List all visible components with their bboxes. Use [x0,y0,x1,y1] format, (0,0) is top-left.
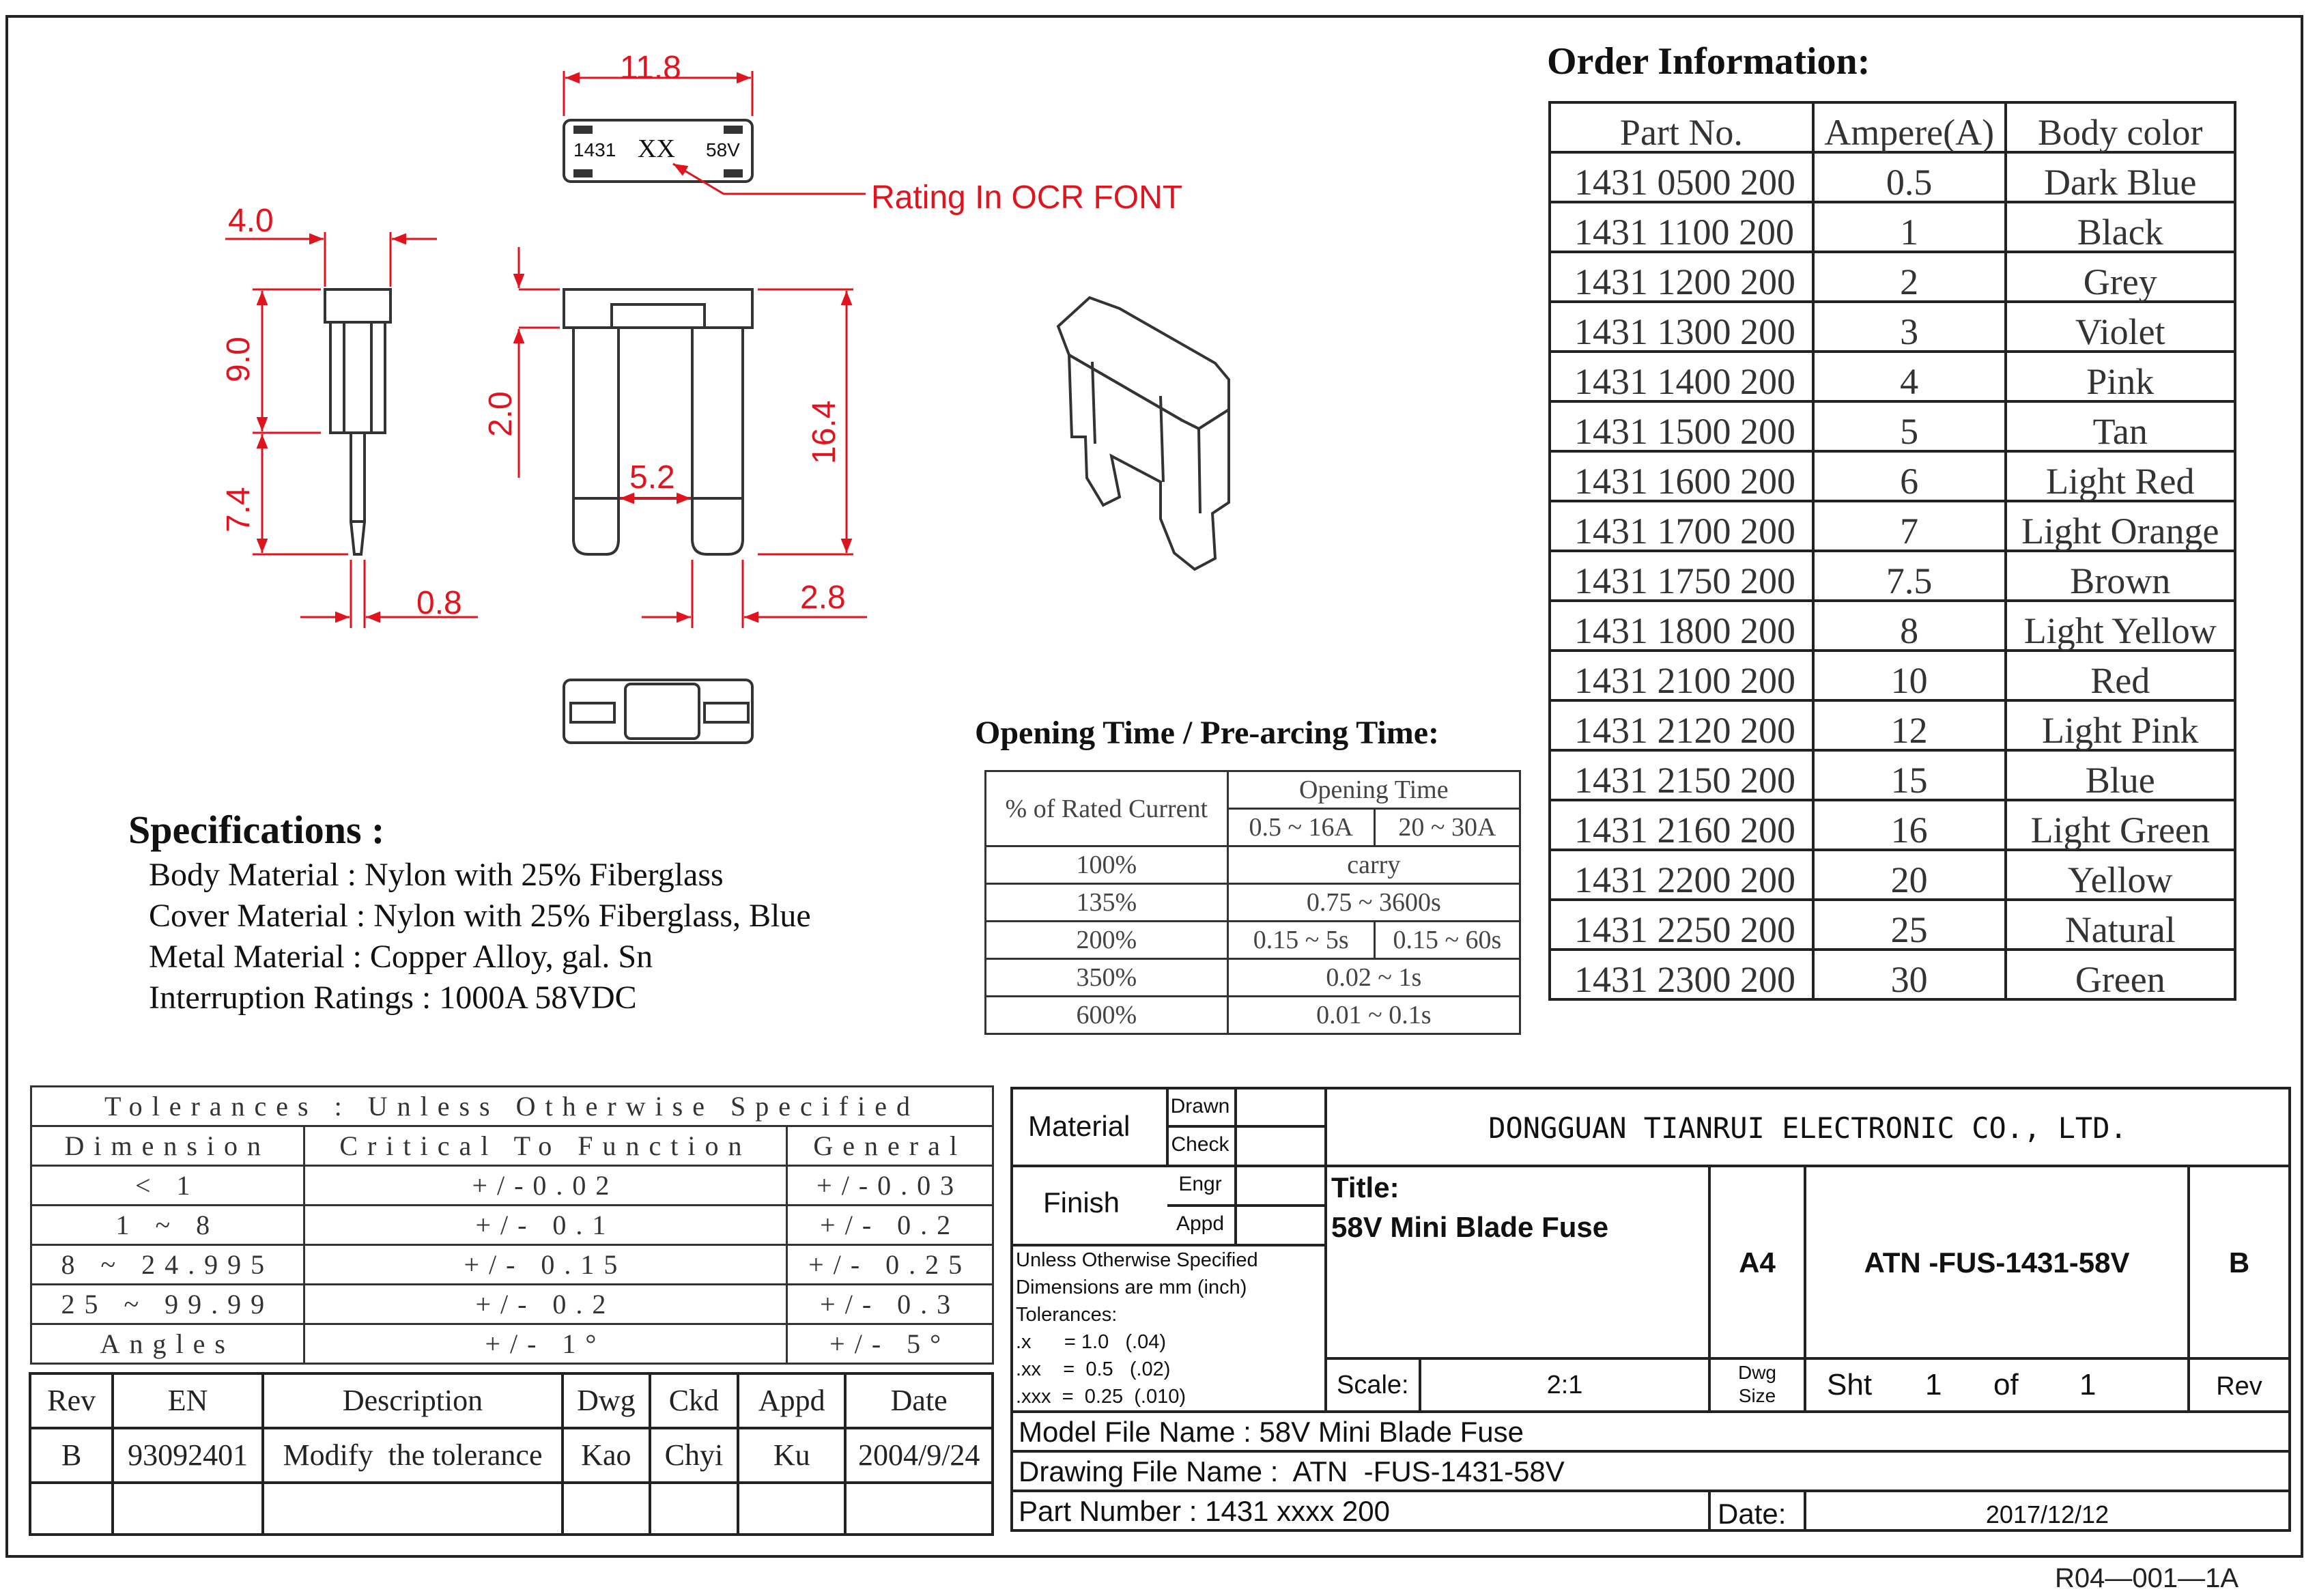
val-200-b: 0.15 ~ 60s [1374,922,1520,959]
spec-line: Metal Material : Copper Alloy, gal. Sn [149,939,653,975]
tolerance-cell: Angles [31,1324,304,1364]
revision-cell: Modify the tolerance [263,1428,563,1483]
order-row [1550,451,2235,501]
part-number-cell: 1431 0500 200 [1550,152,1813,202]
pct-100: 100% [986,846,1228,884]
ampere-cell: 25 [1813,900,2006,950]
revision-value: B [2228,1246,2250,1279]
order-row [1550,152,2235,202]
part-number: Part Number : 1431 xxxx 200 [1019,1495,1390,1527]
order-row [1550,401,2235,451]
pct-200: 200% [986,922,1228,959]
of-label: of [1993,1368,2019,1401]
revision-cell: Kao [563,1428,650,1483]
sht-label: Sht [1827,1368,1873,1401]
part-number-cell: 1431 1800 200 [1550,601,1813,651]
body-color-cell: Green [2006,950,2235,999]
opening-time-title: Opening Time / Pre-arcing Time: [975,715,1440,751]
model-file-name: Model File Name : 58V Mini Blade Fuse [1019,1416,1524,1448]
body-color-cell: Light Yellow [2006,601,2235,651]
part-number-cell: 1431 2160 200 [1550,800,1813,850]
part-number-cell: 1431 1500 200 [1550,401,1813,451]
ampere-cell: 7 [1813,501,2006,551]
front-view [564,289,752,554]
tolerance-cell: +/-0.02 [304,1166,787,1206]
dim-side-lower: 7.4 [221,487,257,532]
order-row [1550,750,2235,800]
tolerance-cell: +/- 0.2 [304,1285,787,1324]
tolerance-cell: +/- 1° [304,1324,787,1364]
order-info-title: Order Information: [1547,40,1871,83]
val-200-a: 0.15 ~ 5s [1227,922,1374,959]
order-table [1548,101,2236,1001]
revision-header: Description [263,1373,563,1428]
body-color-cell: Blue [2006,750,2235,800]
tolerance-row [31,1324,993,1364]
order-row [1550,651,2235,700]
note-line: .xxx = 0.25 (.010) [1016,1386,1186,1408]
tolerance-title: Tolerances : Unless Otherwise Specified [31,1087,993,1126]
order-header: Part No. [1550,102,1813,152]
material-label: Material [1028,1110,1131,1142]
order-row [1550,202,2235,252]
scale-label: Scale: [1337,1371,1409,1399]
tolerance-row [31,1285,993,1324]
body-color-cell: Dark Blue [2006,152,2235,202]
part-number-cell: 1431 1200 200 [1550,252,1813,302]
title-value: 58V Mini Blade Fuse [1331,1211,1609,1243]
ampere-cell: 3 [1813,302,2006,352]
order-row [1550,800,2235,850]
ampere-cell: 20 [1813,850,2006,900]
dim-pin-spacing: 5.2 [629,459,675,496]
ampere-cell: 16 [1813,800,2006,850]
tolerance-cell: 8 ~ 24.995 [31,1245,304,1285]
tolerance-cell: +/- 5° [787,1324,993,1364]
revision-cell: B [30,1428,113,1483]
part-number-cell: 1431 2150 200 [1550,750,1813,800]
tol-header: Dimension [31,1126,304,1166]
order-header: Ampere(A) [1813,102,2006,152]
order-row [1550,252,2235,302]
tolerance-cell: 25 ~ 99.99 [31,1285,304,1324]
order-row [1550,900,2235,950]
tolerance-cell: +/- 0.1 [304,1206,787,1245]
dim-side-upper: 9.0 [221,337,257,382]
range-a: 0.5 ~ 16A [1227,809,1374,846]
ampere-cell: 15 [1813,750,2006,800]
revision-header: Date [845,1373,993,1428]
finish-label: Finish [1043,1186,1120,1219]
appd-label: Appd [1176,1212,1225,1235]
note-line: .x = 1.0 (.04) [1016,1331,1167,1353]
order-row [1550,501,2235,551]
ampere-cell: 5 [1813,401,2006,451]
revision-header: Rev [30,1373,113,1428]
revision-header: EN [113,1373,262,1428]
ampere-cell: 6 [1813,451,2006,501]
val-135: 0.75 ~ 3600s [1227,884,1520,922]
opening-time-table [984,770,1521,1035]
sheet-size: A4 [1739,1246,1776,1279]
order-row [1550,850,2235,900]
fuse-label-volt: 58V [706,139,740,160]
sht-number: 1 [1925,1368,1942,1401]
drawn-label: Drawn [1170,1095,1230,1117]
tolerance-cell: +/- 0.3 [787,1285,993,1324]
body-color-cell: Pink [2006,352,2235,401]
note-line: Tolerances: [1016,1304,1118,1326]
part-number-cell: 1431 1700 200 [1550,501,1813,551]
order-row [1550,302,2235,352]
col-current-header: % of Rated Current [986,771,1228,846]
part-number-cell: 1431 1400 200 [1550,352,1813,401]
tolerance-table [30,1085,994,1365]
val-100: carry [1227,846,1520,884]
title-label: Title: [1331,1171,1399,1203]
body-color-cell: Violet [2006,302,2235,352]
engr-label: Engr [1178,1173,1222,1195]
revision-header: Dwg [563,1373,650,1428]
tolerance-cell: +/-0.03 [787,1166,993,1206]
tol-header: Critical To Function [304,1126,787,1166]
form-code: R04—001—1A [2055,1563,2239,1593]
order-row [1550,551,2235,601]
revision-cell: 93092401 [113,1428,262,1483]
ampere-cell: 1 [1813,202,2006,252]
val-600: 0.01 ~ 0.1s [1227,997,1520,1034]
body-color-cell: Light Red [2006,451,2235,501]
spec-line: Body Material : Nylon with 25% Fiberglass [149,857,724,893]
tolerance-row [31,1206,993,1245]
spec-line: Interruption Ratings : 1000A 58VDC [149,980,637,1016]
ampere-cell: 8 [1813,601,2006,651]
tolerance-cell: +/- 0.2 [787,1206,993,1245]
part-number-cell: 1431 2200 200 [1550,850,1813,900]
revision-cell: 2004/9/24 [845,1428,993,1483]
pct-350: 350% [986,959,1228,997]
order-row [1550,352,2235,401]
dwg-size-label: Dwg Size [1737,1362,1776,1406]
part-number-cell: 1431 1100 200 [1550,202,1813,252]
fuse-label-part: 1431 [573,139,616,160]
note-line: Dimensions are mm (inch) [1016,1277,1247,1298]
dim-pin-width: 0.8 [416,585,462,621]
rev-label: Rev [2216,1372,2262,1401]
tolerance-row [31,1166,993,1206]
revision-table [29,1372,994,1536]
body-color-cell: Grey [2006,252,2235,302]
specifications-title: Specifications : [128,808,385,852]
bottom-view [564,680,752,743]
ampere-cell: 2 [1813,252,2006,302]
ampere-cell: 30 [1813,950,2006,999]
company-name: DONGGUAN TIANRUI ELECTRONIC CO., LTD. [1488,1111,2127,1145]
body-color-cell: Black [2006,202,2235,252]
part-number-cell: 1431 2250 200 [1550,900,1813,950]
scale-value: 2:1 [1546,1371,1583,1399]
dim-blade-width: 2.8 [800,580,846,616]
drawing-file-name: Drawing File Name : ATN -FUS-1431-58V [1019,1455,1565,1487]
body-color-cell: Red [2006,651,2235,700]
tolerance-row [31,1245,993,1285]
part-number-cell: 1431 2120 200 [1550,700,1813,750]
part-number-cell: 1431 2100 200 [1550,651,1813,700]
dim-side-width: 4.0 [228,203,274,239]
ampere-cell: 10 [1813,651,2006,700]
col-time-header: Opening Time [1227,771,1520,809]
unless-specified-note [1016,1246,1258,1410]
pct-600: 600% [986,997,1228,1034]
part-number-cell: 1431 1300 200 [1550,302,1813,352]
body-color-cell: Tan [2006,401,2235,451]
order-header: Body color [2006,102,2235,152]
part-number-cell: 1431 1600 200 [1550,451,1813,501]
isometric-view [1058,298,1229,569]
fuse-label-rating: XX [638,134,675,163]
dim-front-top: 2.0 [483,391,519,437]
revision-header: Appd [738,1373,845,1428]
revision-header: Ckd [650,1373,738,1428]
ocr-callout: Rating In OCR FONT [871,180,1183,216]
ampere-cell: 0.5 [1813,152,2006,202]
tol-header: General [787,1126,993,1166]
body-color-cell: Light Pink [2006,700,2235,750]
body-color-cell: Light Green [2006,800,2235,850]
date-label: Date: [1718,1498,1787,1530]
spec-line: Cover Material : Nylon with 25% Fiberglass, Blue [149,898,811,934]
ampere-cell: 7.5 [1813,551,2006,601]
specifications-list [149,855,811,1018]
tolerance-cell: +/- 0.25 [787,1245,993,1285]
pct-135: 135% [986,884,1228,922]
order-row [1550,700,2235,750]
part-number-cell: 1431 2300 200 [1550,950,1813,999]
note-line: Unless Otherwise Specified [1016,1249,1258,1271]
range-b: 20 ~ 30A [1374,809,1520,846]
order-row [1550,601,2235,651]
body-color-cell: Yellow [2006,850,2235,900]
val-350: 0.02 ~ 1s [1227,959,1520,997]
drawing-number: ATN -FUS-1431-58V [1864,1246,2130,1279]
body-color-cell: Light Orange [2006,501,2235,551]
part-number-cell: 1431 1750 200 [1550,551,1813,601]
ampere-cell: 4 [1813,352,2006,401]
tolerance-cell: 1 ~ 8 [31,1206,304,1245]
revision-cell: Chyi [650,1428,738,1483]
dim-front-height: 16.4 [806,400,842,464]
side-view [325,289,390,554]
sht-total: 1 [2079,1368,2096,1401]
body-color-cell: Brown [2006,551,2235,601]
order-row [1550,950,2235,999]
tolerance-cell: < 1 [31,1166,304,1206]
tolerance-cell: +/- 0.15 [304,1245,787,1285]
body-color-cell: Natural [2006,900,2235,950]
revision-cell: Ku [738,1428,845,1483]
note-line: .xx = 0.5 (.02) [1016,1358,1171,1380]
ampere-cell: 12 [1813,700,2006,750]
check-label: Check [1171,1133,1229,1156]
date-value: 2017/12/12 [1985,1500,2109,1528]
dim-top-width: 11.8 [620,50,681,86]
